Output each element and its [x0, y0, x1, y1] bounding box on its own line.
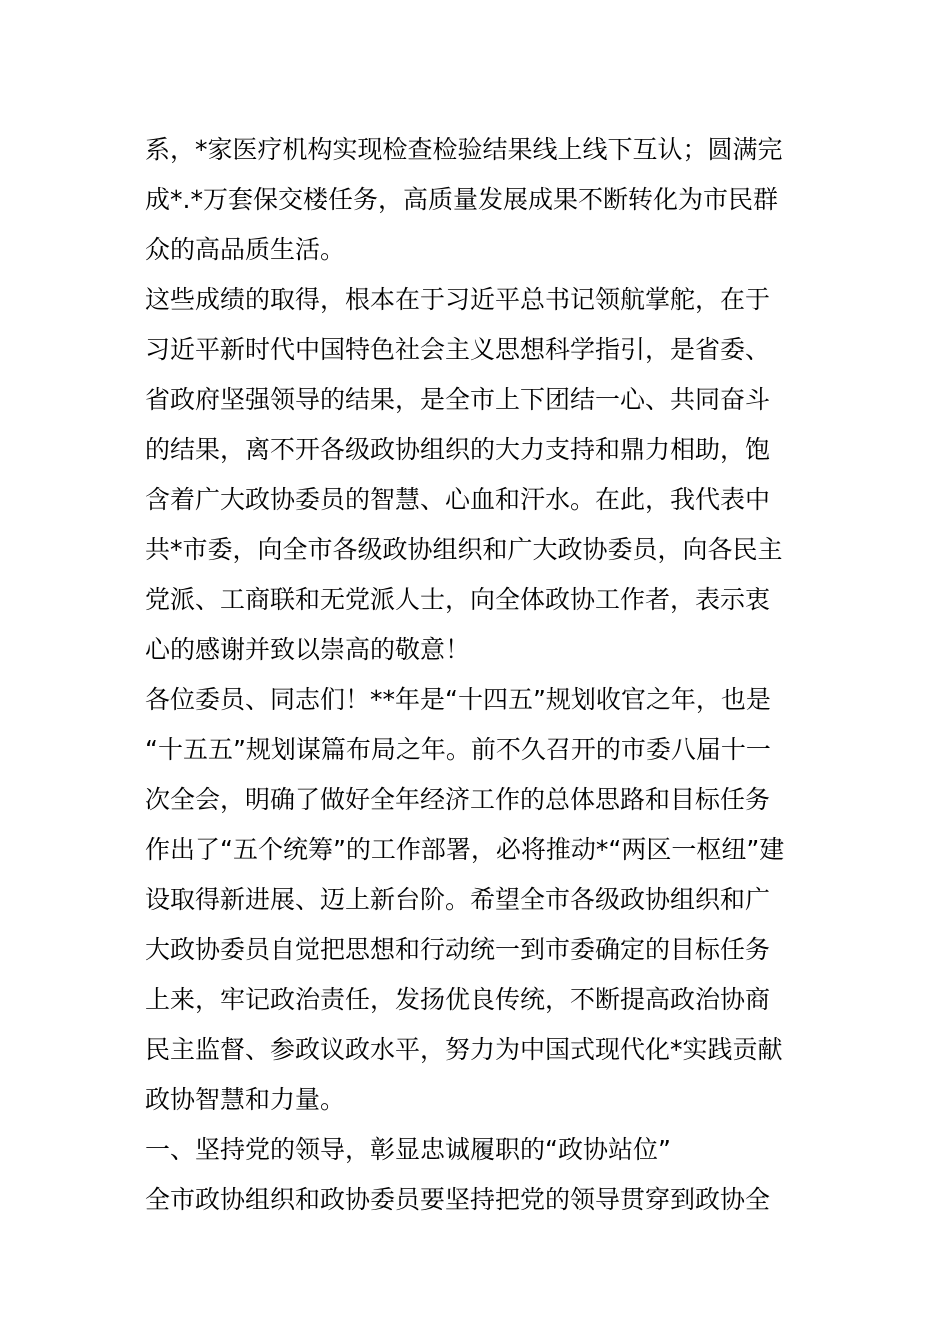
text-line: “十五五”规划谋篇布局之年。前不久召开的市委八届十一: [145, 735, 771, 764]
text-line: 民主监督、参政议政水平，努力为中国式现代化*实践贡献: [145, 1035, 783, 1064]
text-line: 众的高品质生活。: [145, 235, 346, 264]
body-text: [145, 125, 815, 1225]
text-line: 次全会，明确了做好全年经济工作的总体思路和目标任务: [145, 785, 771, 814]
text-line: 大政协委员自觉把思想和行动统一到市委确定的目标任务: [145, 935, 771, 964]
text-line: 各位委员、同志们！**年是“十四五”规划收官之年，也是: [145, 685, 771, 714]
text-line: 全市政协组织和政协委员要坚持把党的领导贯穿到政协全: [145, 1185, 771, 1214]
section-heading: 一、坚持党的领导，彰显忠诚履职的“政协站位”: [145, 1135, 671, 1164]
text-line: 的结果，离不开各级政协组织的大力支持和鼎力相助，饱: [145, 435, 771, 464]
text-line: 党派、工商联和无党派人士，向全体政协工作者，表示衷: [145, 585, 771, 614]
text-line: 作出了“五个统筹”的工作部署，必将推动*“两区一枢纽”建: [145, 835, 785, 864]
text-line: 设取得新进展、迈上新台阶。希望全市各级政协组织和广: [145, 885, 771, 914]
text-line: 上来，牢记政治责任，发扬优良传统，不断提高政治协商: [145, 985, 771, 1014]
text-line: 省政府坚强领导的结果，是全市上下团结一心、共同奋斗: [145, 385, 771, 414]
text-line: 含着广大政协委员的智慧、心血和汗水。在此，我代表中: [145, 485, 771, 514]
text-line: 政协智慧和力量。: [145, 1085, 346, 1114]
text-line: 共*市委，向全市各级政协组织和广大政协委员，向各民主: [145, 535, 783, 564]
text-line: 心的感谢并致以崇高的敬意！: [145, 635, 471, 664]
text-line: 这些成绩的取得，根本在于习近平总书记领航掌舵，在于: [145, 285, 771, 314]
text-line: 习近平新时代中国特色社会主义思想科学指引，是省委、: [145, 335, 771, 364]
text-line: 系，*家医疗机构实现检查检验结果线上线下互认；圆满完: [145, 135, 783, 164]
text-line: 成*.*万套保交楼任务，高质量发展成果不断转化为市民群: [145, 185, 778, 214]
